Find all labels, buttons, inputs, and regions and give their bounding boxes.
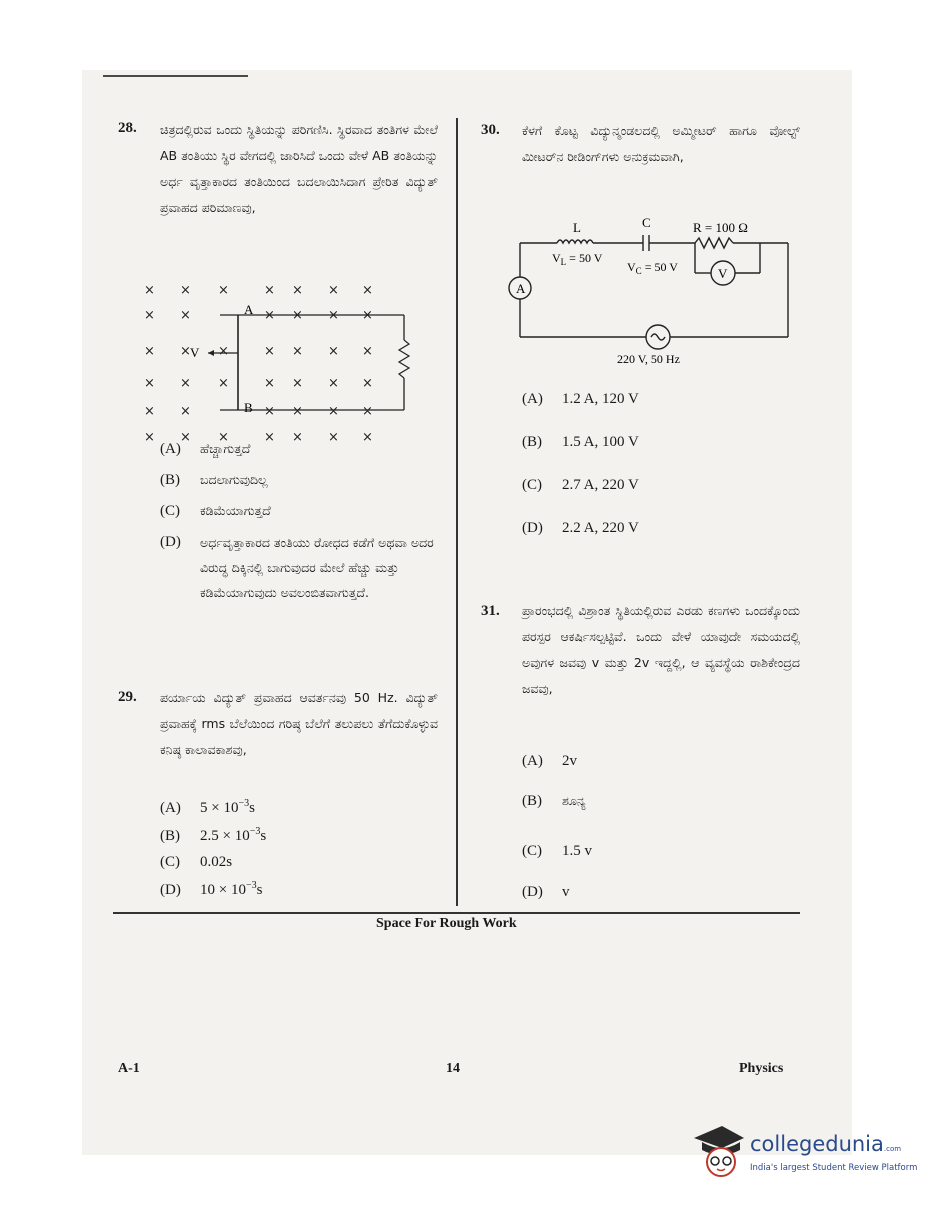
resistor-label: R = 100 Ω: [693, 220, 748, 235]
q29-option-d[interactable]: (D) $10 \times 10^{-3}s$: [160, 880, 263, 898]
field-cross: ×: [264, 376, 275, 391]
field-cross: ×: [362, 283, 373, 298]
top-rule: [103, 75, 248, 77]
inductor-label: L: [573, 220, 581, 235]
field-cross: ×: [144, 344, 155, 359]
field-cross: ×: [218, 283, 229, 298]
rough-work-heading: Space For Rough Work: [376, 916, 517, 931]
source-label: 220 V, 50 Hz: [617, 352, 680, 366]
field-cross: ×: [180, 430, 191, 443]
field-cross: ×: [144, 376, 155, 391]
q28-option-b[interactable]: (B) ಬದಲಾಗುವುದಿಲ್ಲ: [160, 472, 268, 488]
page-number: 14: [446, 1061, 460, 1076]
field-cross: ×: [362, 344, 373, 359]
field-cross: ×: [362, 376, 373, 391]
field-cross: ×: [292, 283, 303, 298]
logo-wordmark: collegedunia.com: [750, 1132, 902, 1156]
field-cross: ×: [264, 308, 275, 323]
q29-option-c[interactable]: (C) 0.02s: [160, 854, 233, 870]
field-cross: ×: [264, 404, 275, 419]
q29-number: 29.: [118, 689, 137, 705]
q30-option-a[interactable]: (A) 1.2 A, 120 V: [522, 391, 639, 407]
field-cross: ×: [180, 308, 191, 323]
field-cross: ×: [292, 376, 303, 391]
q30-text: ಕೆಳಗೆ ಕೊಟ್ಟ ವಿದ್ಯುನ್ಮಂಡಲದಲ್ಲಿ ಅಮ್ಮೀಟರ್ ಹಾಗೂ ವೋಲ್ಟ್ ಮೀಟರ್‌ನ ರೀಡಿಂಗ್‌ಗಳು ಅನುಕ್ರಮವಾಗಿ,: [522, 123, 800, 164]
q31-option-d[interactable]: (D) v: [522, 884, 570, 900]
field-cross: ×: [144, 404, 155, 419]
field-cross: ×: [328, 404, 339, 419]
q28-label-v: V: [190, 345, 200, 360]
mascot-icon: [688, 1120, 748, 1190]
field-cross: ×: [362, 430, 373, 443]
field-cross: ×: [218, 376, 229, 391]
field-cross: ×: [264, 283, 275, 298]
q30-option-c[interactable]: (C) 2.7 A, 220 V: [522, 477, 639, 493]
field-cross: ×: [328, 344, 339, 359]
field-cross: ×: [144, 283, 155, 298]
q28-option-d[interactable]: (D) ಅರ್ಧವೃತ್ತಾಕಾರದ ತಂತಿಯು ರೋಧದ ಕಡೆಗೆ ಅಥವಾ ಅದರ ವಿರುದ್ಧ ದಿಕ್ಕಿನಲ್ಲಿ ಬಾಗುವುದರ ಮೇಲೆ ಹೆಚ್ಚು ಮತ್ತು ಕಡಿಮೆಯಾಗುವುದು ಅವಲಂಬಿತವಾಗುತ್ತದೆ.: [160, 534, 434, 600]
bottom-rule: [113, 912, 800, 914]
q30-option-b[interactable]: (B) 1.5 A, 100 V: [522, 434, 639, 450]
field-cross: ×: [144, 308, 155, 323]
field-cross: ×: [328, 308, 339, 323]
vl-reading: $V_L = 50$ V: [552, 251, 603, 267]
field-cross: ×: [328, 283, 339, 298]
field-cross: ×: [362, 404, 373, 419]
field-cross: ×: [264, 344, 275, 359]
field-cross: ×: [292, 404, 303, 419]
field-cross: ×: [328, 376, 339, 391]
q29-option-b[interactable]: (B) $2.5 \times 10^{-3}s$: [160, 826, 267, 844]
collegedunia-logo[interactable]: [688, 1120, 918, 1190]
subject-name: Physics: [739, 1061, 784, 1076]
vc-reading: $V_C = 50$ V: [627, 260, 678, 276]
field-cross: ×: [180, 344, 191, 359]
field-cross: ×: [218, 344, 229, 359]
q29-text: ಪರ್ಯಾಯ ವಿದ್ಯುತ್ ಪ್ರವಾಹದ ಆವರ್ತನವು 50 Hz. ವಿದ್ಯುತ್ ಪ್ರವಾಹಕ್ಕೆ rms ಬೆಲೆಯಿಂದ ಗರಿಷ್ಠ ಬೆಲೆಗೆ ತಲುಪಲು ತೆಗೆದುಕೊಳ್ಳುವ ಕನಿಷ್ಠ ಕಾಲಾವಕಾಶವು,: [160, 690, 438, 757]
ammeter-label: A: [516, 281, 526, 296]
column-divider: [456, 118, 458, 906]
q31-option-a[interactable]: (A) 2v: [522, 753, 577, 769]
q31-option-b[interactable]: (B) ಶೂನ್ಯ: [522, 793, 586, 809]
q29-option-a[interactable]: (A) $5 \times 10^{-3}s$: [160, 798, 255, 816]
paper-code: A-1: [118, 1061, 140, 1076]
q28-option-c[interactable]: (C) ಕಡಿಮೆಯಾಗುತ್ತದೆ: [160, 503, 271, 519]
q31-number: 31.: [481, 603, 500, 619]
field-cross: ×: [180, 404, 191, 419]
q28-number: 28.: [118, 120, 137, 136]
logo-tagline: India's largest Student Review Platform: [750, 1163, 918, 1173]
q30-number: 30.: [481, 122, 500, 138]
q30-circuit: [505, 215, 800, 370]
field-cross: ×: [144, 430, 155, 443]
field-cross: ×: [328, 430, 339, 443]
capacitor-label: C: [642, 215, 651, 230]
q28-text: ಚಿತ್ರದಲ್ಲಿರುವ ಒಂದು ಸ್ಥಿತಿಯನ್ನು ಪರಿಗಣಿಸಿ. ಸ್ಥಿರವಾದ ತಂತಿಗಳ ಮೇಲೆ AB ತಂತಿಯು ಸ್ಥಿರ ವೇಗದಲ್ಲಿ ಜಾರಿಸಿದೆ ಒಂದು ವೇಳೆ AB ತಂತಿಯನ್ನು ಅರ್ಧ ವೃತ್ತಾಕಾರದ ತಂತಿಯಿಂದ ಬದಲಾಯಿಸಿದಾಗ ಪ್ರೇರಿತ ವಿದ್ಯುತ್ ಪ್ರವಾಹದ ಪರಿಮಾಣವು,: [160, 122, 438, 215]
q28-label-b: B: [244, 400, 253, 415]
q30-option-d[interactable]: (D) 2.2 A, 220 V: [522, 520, 639, 536]
field-cross: ×: [292, 308, 303, 323]
field-cross: ×: [292, 344, 303, 359]
voltmeter-label: V: [718, 266, 728, 281]
field-cross: ×: [180, 283, 191, 298]
q28-option-a[interactable]: (A) ಹೆಚ್ಚಾಗುತ್ತದೆ: [160, 441, 251, 457]
q28-figure: [142, 278, 412, 443]
field-cross: ×: [218, 430, 229, 443]
q28-label-a: A: [244, 302, 254, 317]
field-cross: ×: [264, 430, 275, 443]
q31-text: ಪ್ರಾರಂಭದಲ್ಲಿ ವಿಶ್ರಾಂತ ಸ್ಥಿತಿಯಲ್ಲಿರುವ ಎರಡು ಕಣಗಳು ಒಂದಕ್ಕೊಂದು ಪರಸ್ಪರ ಆಕರ್ಷಿಸಲ್ಪಟ್ಟಿವೆ. ಒಂದು ವೇಳೆ ಯಾವುದೇ ಸಮಯದಲ್ಲಿ ಅವುಗಳ ಜವವು v ಮತ್ತು 2v ಇದ್ದಲ್ಲಿ, ಆ ವ್ಯವಸ್ಥೆಯ ರಾಶಿಕೇಂದ್ರದ ಜವವು,: [522, 603, 800, 696]
q31-option-c[interactable]: (C) 1.5 v: [522, 843, 592, 859]
field-cross: ×: [362, 308, 373, 323]
field-cross: ×: [180, 376, 191, 391]
field-cross: ×: [292, 430, 303, 443]
